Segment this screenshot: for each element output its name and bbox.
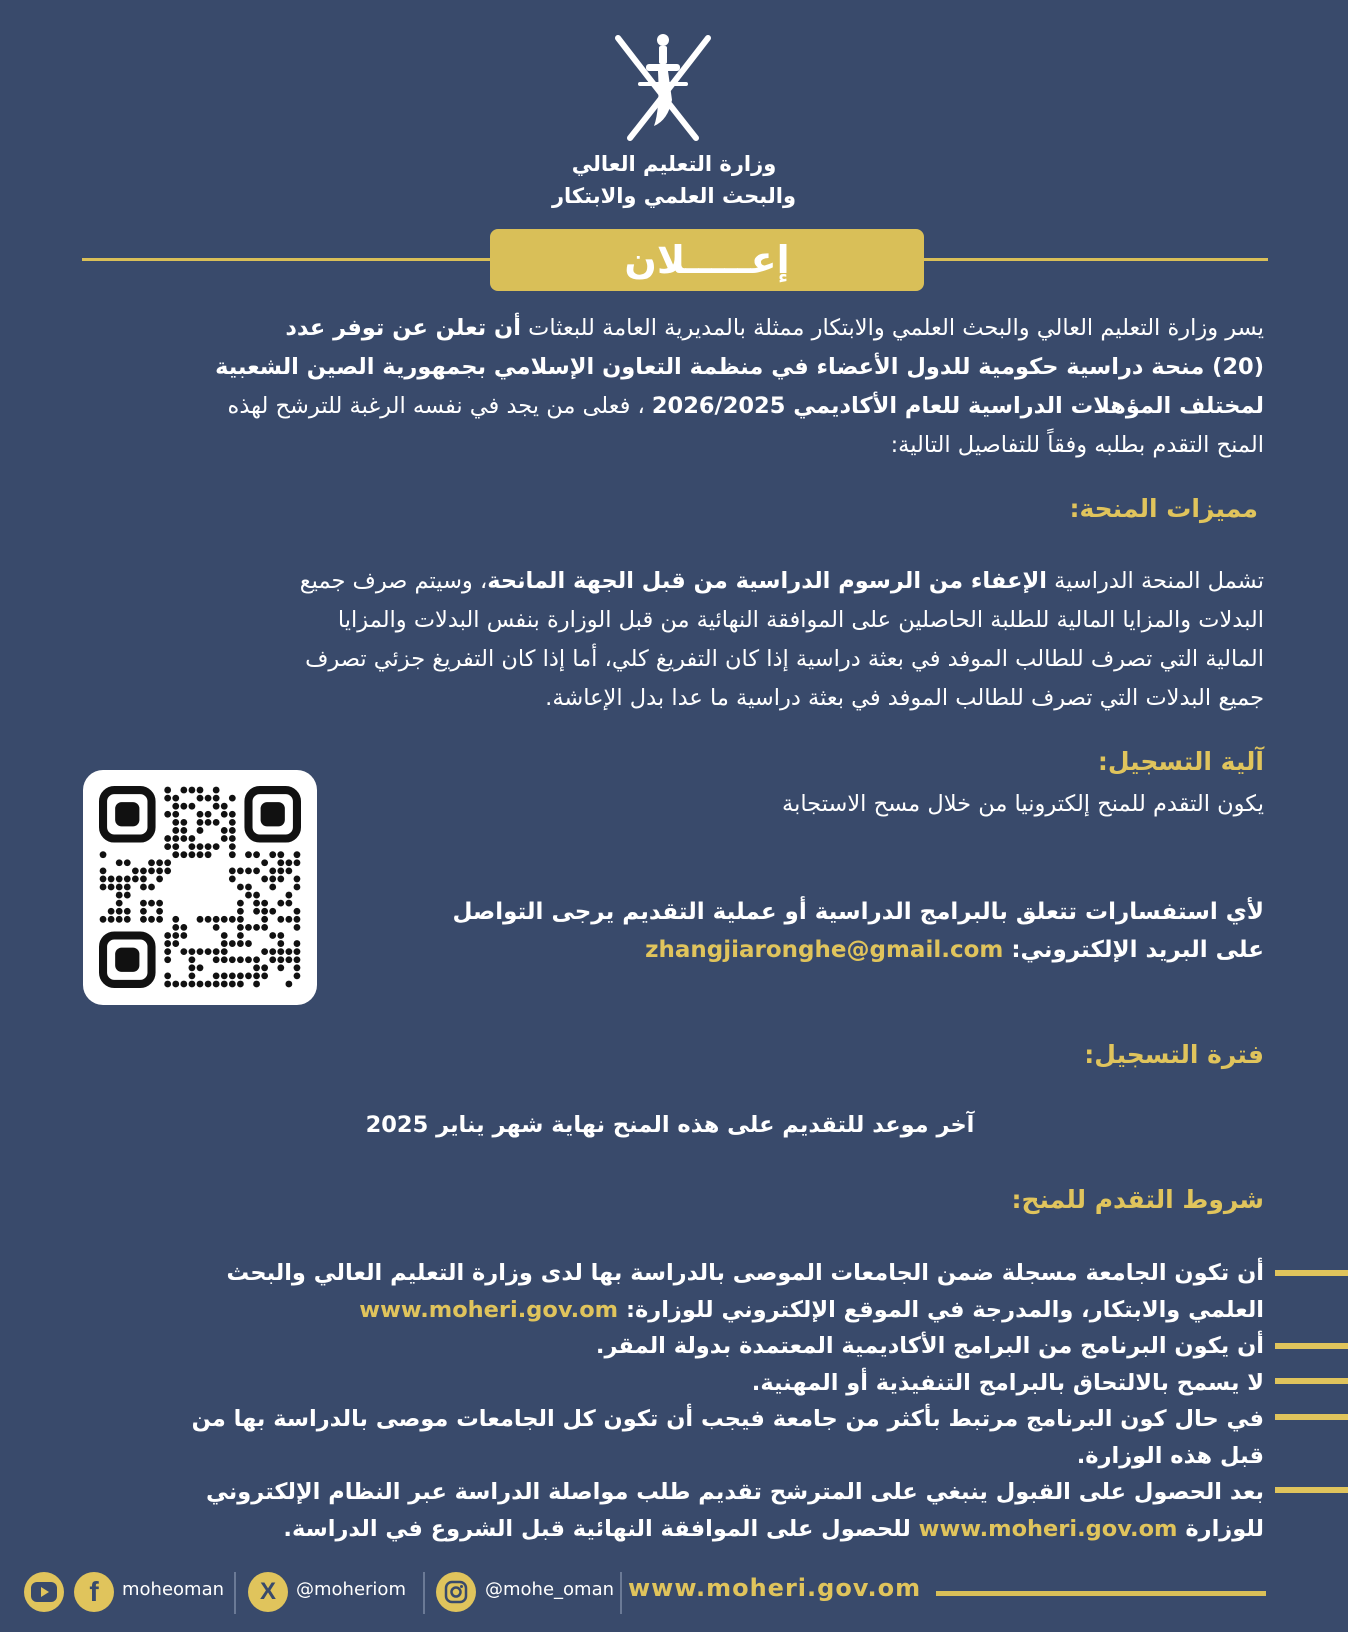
features-text-1b: ، وسيتم صرف جميع (299, 568, 488, 594)
registration-heading: آلية التسجيل: (1097, 747, 1264, 776)
footer-handle-facebook[interactable]: moheoman (122, 1579, 225, 1600)
banner-rule-right (906, 258, 1268, 261)
features-text-4: جميع البدلات التي تصرف للطالب الموفد في بعثة دراسية ما عدا بدل الإعاشة. (545, 685, 1264, 711)
x-icon[interactable]: X (248, 1572, 288, 1612)
conditions-list (74, 1255, 1264, 1547)
ministry-name-line1: وزارة التعليم العالي (571, 152, 777, 176)
instagram-icon[interactable] (436, 1572, 476, 1612)
intro-highlight-3: لمختلف المؤهلات الدراسية للعام الأكاديمي 2026/2025 (651, 393, 1264, 419)
conditions-heading: شروط التقدم للمنح: (1011, 1185, 1264, 1214)
intro-highlight-2: (20) منحة دراسية حكومية للدول الأعضاء في منظمة التعاون الإسلامي بجمهورية الصين الشعبية (215, 354, 1264, 380)
condition-1-line-2: العلمي والابتكار، والمدرجة في الموقع الإلكتروني للوزارة: (618, 1296, 1264, 1323)
condition-1-line-1: أن تكون الجامعة مسجلة ضمن الجامعات الموصى بالدراسة بها لدى وزارة التعليم العالي والبحث (226, 1260, 1264, 1286)
footer (0, 1560, 1348, 1620)
footer-separator (620, 1572, 622, 1614)
qr-code-card[interactable] (83, 770, 317, 1005)
features-text-2: البدلات والمزايا المالية للطلبة الحاصلين على الموافقة النهائية من قبل الوزارة بنفس البدلات والمزايا (337, 607, 1264, 633)
condition-4-line-2: قبل هذه الوزارة. (1076, 1442, 1264, 1469)
bullet-bar (1275, 1378, 1348, 1384)
features-heading: مميزات المنحة: (1069, 494, 1258, 523)
intro-text-1: يسر وزارة التعليم العالي والبحث العلمي والابتكار ممثلة بالمديرية العامة للبعثات (520, 315, 1264, 341)
inquiries-text-2: على البريد الإلكتروني: (1003, 937, 1264, 963)
condition-4-line-1: في حال كون البرنامج مرتبط بأكثر من جامعة فيجب أن تكون كل الجامعات موصى بالدراسة بها من (191, 1406, 1264, 1432)
condition-1-link[interactable]: www.moheri.gov.om (359, 1296, 619, 1323)
intro-highlight-1: أن تعلن عن توفر عدد (285, 315, 521, 341)
intro-text-4: المنح التقدم بطلبه وفقاً للتفاصيل التالية: (890, 432, 1264, 458)
condition-5-line-2b: للحصول على الموافقة النهائية قبل الشروع في الدراسة. (283, 1515, 919, 1542)
ministry-name (474, 148, 874, 212)
condition-5-line-2a: للوزارة (1177, 1515, 1264, 1542)
bullet-bar (1275, 1414, 1348, 1420)
bullet-bar (1275, 1270, 1348, 1276)
facebook-icon[interactable]: f (74, 1572, 114, 1612)
footer-separator (423, 1572, 425, 1614)
features-highlight: الإعفاء من الرسوم الدراسية من قبل الجهة المانحة (487, 568, 1047, 594)
inquiries-block (452, 893, 1264, 969)
footer-rule (936, 1591, 1266, 1596)
bullet-bar (1275, 1343, 1348, 1349)
oman-emblem-icon (608, 30, 718, 148)
footer-handle-instagram[interactable]: @mohe_oman (485, 1579, 615, 1600)
intro-text-3: ، فعلى من يجد في نفسه الرغبة للترشح لهذه (227, 393, 652, 419)
registration-text: يكون التقدم للمنح إلكترونيا من خلال مسح الاستجابة (782, 791, 1264, 817)
announcement-title: إعـــــلان (624, 238, 790, 282)
condition-2: أن يكون البرنامج من البرامج الأكاديمية المعتمدة بدولة المقر. (595, 1333, 1264, 1359)
ministry-name-line2: والبحث العلمي والابتكار (551, 184, 797, 208)
qr-code-icon[interactable] (99, 786, 301, 988)
youtube-icon[interactable] (24, 1572, 64, 1612)
announcement-banner (490, 229, 924, 291)
period-text: آخر موعد للتقديم على هذه المنح نهاية شهر يناير 2025 (365, 1112, 975, 1138)
features-text-3: المالية التي تصرف للطالب الموفد في بعثة دراسية إذا كان التفريغ كلي، أما إذا كان التفريغ جزئي تصرف (305, 646, 1264, 672)
footer-handle-x[interactable]: @moheriom (296, 1579, 406, 1600)
intro-paragraph (80, 309, 1264, 465)
inquiries-email-link[interactable]: zhangjiaronghe@gmail.com (645, 937, 1004, 963)
condition-5-link[interactable]: www.moheri.gov.om (918, 1515, 1178, 1542)
banner-rule-left (82, 258, 494, 261)
features-paragraph (80, 562, 1264, 718)
features-text-1: تشمل المنحة الدراسية (1046, 568, 1264, 594)
footer-separator (234, 1572, 236, 1614)
condition-3: لا يسمح بالالتحاق بالبرامج التنفيذية أو المهنية. (751, 1369, 1264, 1396)
inquiries-text-1: لأي استفسارات تتعلق بالبرامج الدراسية أو عملية التقديم يرجى التواصل (452, 899, 1264, 925)
condition-5-line-1: بعد الحصول على القبول ينبغي على المترشح تقديم طلب مواصلة الدراسة عبر النظام الإلكتروني (206, 1479, 1264, 1505)
footer-website-link[interactable]: www.moheri.gov.om (628, 1574, 922, 1602)
bullet-bar (1275, 1487, 1348, 1493)
period-heading: فترة التسجيل: (1084, 1040, 1264, 1069)
